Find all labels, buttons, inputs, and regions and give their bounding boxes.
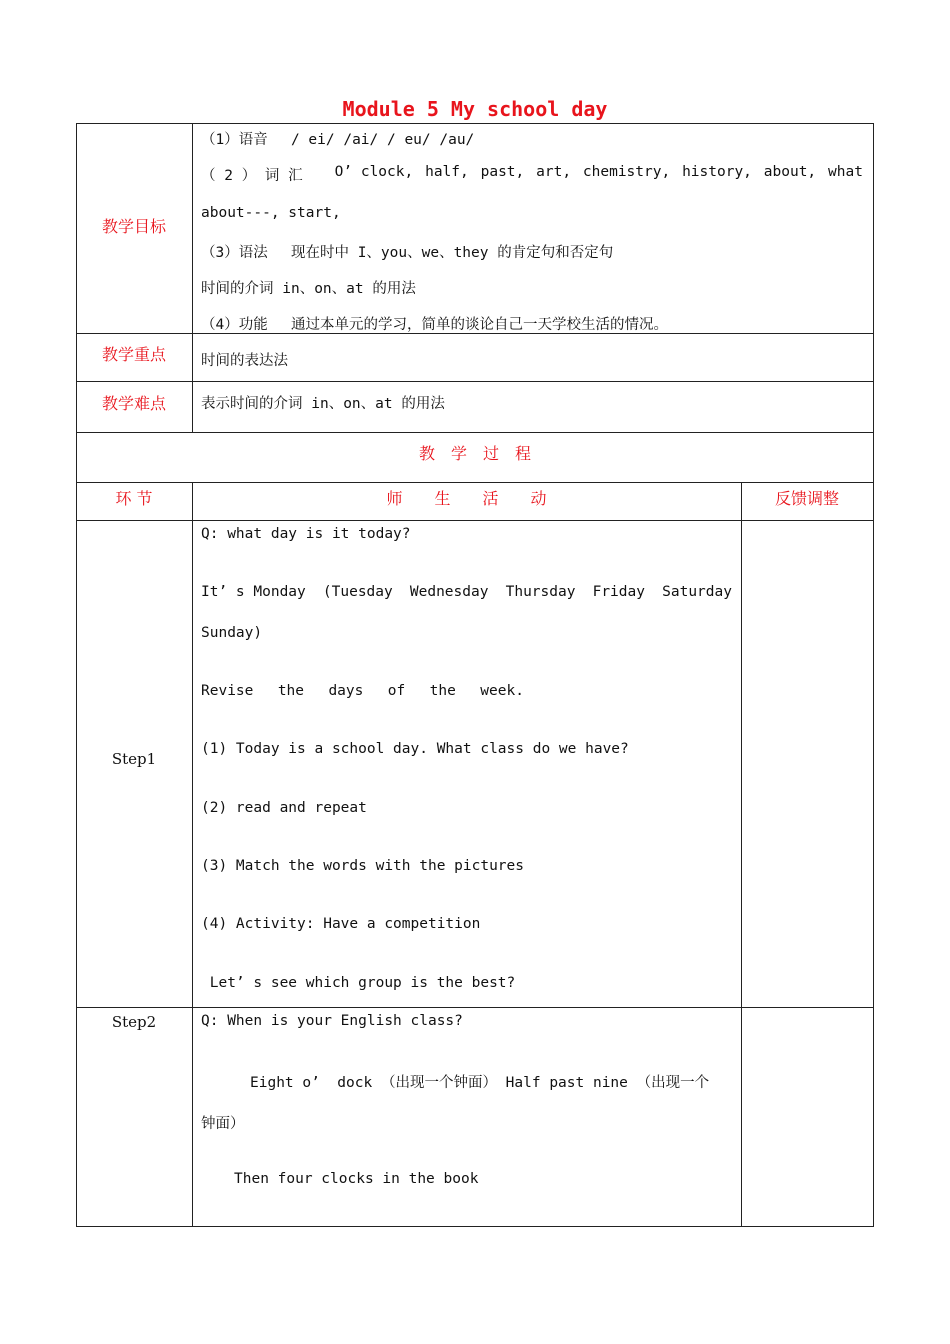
process-heading: 教 学 过 程 bbox=[418, 444, 531, 463]
row-divider bbox=[76, 1007, 874, 1008]
goals-line-phonetics: （1）语音 / ei/ /ai/ / eu/ /au/ bbox=[201, 132, 475, 148]
step2-book-line: Then four clocks in the book bbox=[234, 1171, 479, 1187]
column-divider bbox=[192, 123, 193, 432]
step1-days-line bbox=[201, 584, 732, 600]
revise-word: of bbox=[387, 683, 406, 699]
step2-clock-line: Eight o’ dock （出现一个钟面） Half past nine （出现一个 bbox=[250, 1075, 710, 1091]
day-word: Thursday bbox=[505, 584, 576, 600]
step1-revise-line bbox=[201, 683, 524, 699]
column-header-activities: 师 生 活 动 bbox=[386, 489, 547, 508]
vocabulary-word: about, bbox=[763, 164, 817, 180]
revise-word: week. bbox=[480, 683, 524, 699]
step1-label: Step1 bbox=[111, 750, 157, 768]
day-word: Friday bbox=[592, 584, 645, 600]
difficulty-text: 表示时间的介词 in、on、at 的用法 bbox=[201, 396, 445, 412]
goals-label: 教学目标 bbox=[101, 217, 166, 236]
day-word: It’ s Monday bbox=[201, 584, 306, 600]
goals-line-function: （4）功能 通过本单元的学习，简单的谈论自己一天学校生活的情况。 bbox=[201, 317, 668, 333]
difficulty-label: 教学难点 bbox=[101, 394, 166, 413]
goals-line-vocabulary-cont: about---, start, bbox=[201, 205, 341, 221]
column-divider bbox=[741, 482, 742, 1226]
row-divider bbox=[76, 482, 874, 483]
column-header-feedback: 反馈调整 bbox=[774, 489, 839, 508]
row-divider bbox=[76, 381, 874, 382]
row-divider bbox=[76, 432, 874, 433]
vocabulary-prefix: （ 2 ） 词 汇 bbox=[201, 168, 303, 184]
row-divider bbox=[76, 520, 874, 521]
vocabulary-word: O’ clock, bbox=[334, 164, 414, 180]
day-word: Wednesday bbox=[409, 584, 489, 600]
table-border-right bbox=[873, 123, 874, 1226]
column-divider bbox=[192, 482, 193, 1226]
step1-item-4: (4) Activity: Have a competition bbox=[201, 916, 481, 932]
revise-word: Revise bbox=[201, 683, 254, 699]
table-border-top bbox=[76, 123, 874, 124]
step1-question: Q: what day is it today? bbox=[201, 526, 411, 542]
key-point-text: 时间的表达法 bbox=[201, 353, 288, 369]
step1-item-5: Let’ s see which group is the best? bbox=[201, 975, 516, 991]
page-title: Module 5 My school day bbox=[342, 97, 608, 121]
step1-item-1: (1) Today is a school day. What class do we have? bbox=[201, 741, 629, 757]
vocabulary-word: past, bbox=[480, 164, 525, 180]
revise-word: the bbox=[429, 683, 456, 699]
day-word: (Tuesday bbox=[322, 584, 393, 600]
vocabulary-word: art, bbox=[536, 164, 572, 180]
revise-word: days bbox=[328, 683, 364, 699]
step1-days-cont: Sunday) bbox=[201, 625, 263, 641]
day-word: Saturday bbox=[662, 584, 732, 600]
goals-line-grammar: （3）语法 现在时中 I、you、we、they 的肯定句和否定句 bbox=[201, 245, 614, 261]
vocabulary-word: what bbox=[828, 164, 863, 180]
vocabulary-word: chemistry, bbox=[582, 164, 671, 180]
table-border-bottom bbox=[76, 1226, 874, 1227]
step2-label: Step2 bbox=[111, 1013, 157, 1031]
table-border-left bbox=[76, 123, 77, 1226]
vocabulary-word: history, bbox=[682, 164, 752, 180]
column-header-stage: 环 节 bbox=[115, 489, 153, 508]
goals-line-vocabulary bbox=[201, 164, 863, 185]
goals-line-prepositions: 时间的介词 in、on、at 的用法 bbox=[201, 281, 416, 297]
vocabulary-words bbox=[335, 164, 863, 185]
vocabulary-word: half, bbox=[425, 164, 469, 180]
step1-item-2: (2) read and repeat bbox=[201, 800, 367, 816]
key-point-label: 教学重点 bbox=[101, 345, 166, 364]
step1-item-3: (3) Match the words with the pictures bbox=[201, 858, 525, 874]
step2-clock-cont: 钟面） bbox=[201, 1116, 245, 1132]
step2-question: Q: When is your English class? bbox=[201, 1013, 463, 1029]
revise-word: the bbox=[277, 683, 305, 699]
